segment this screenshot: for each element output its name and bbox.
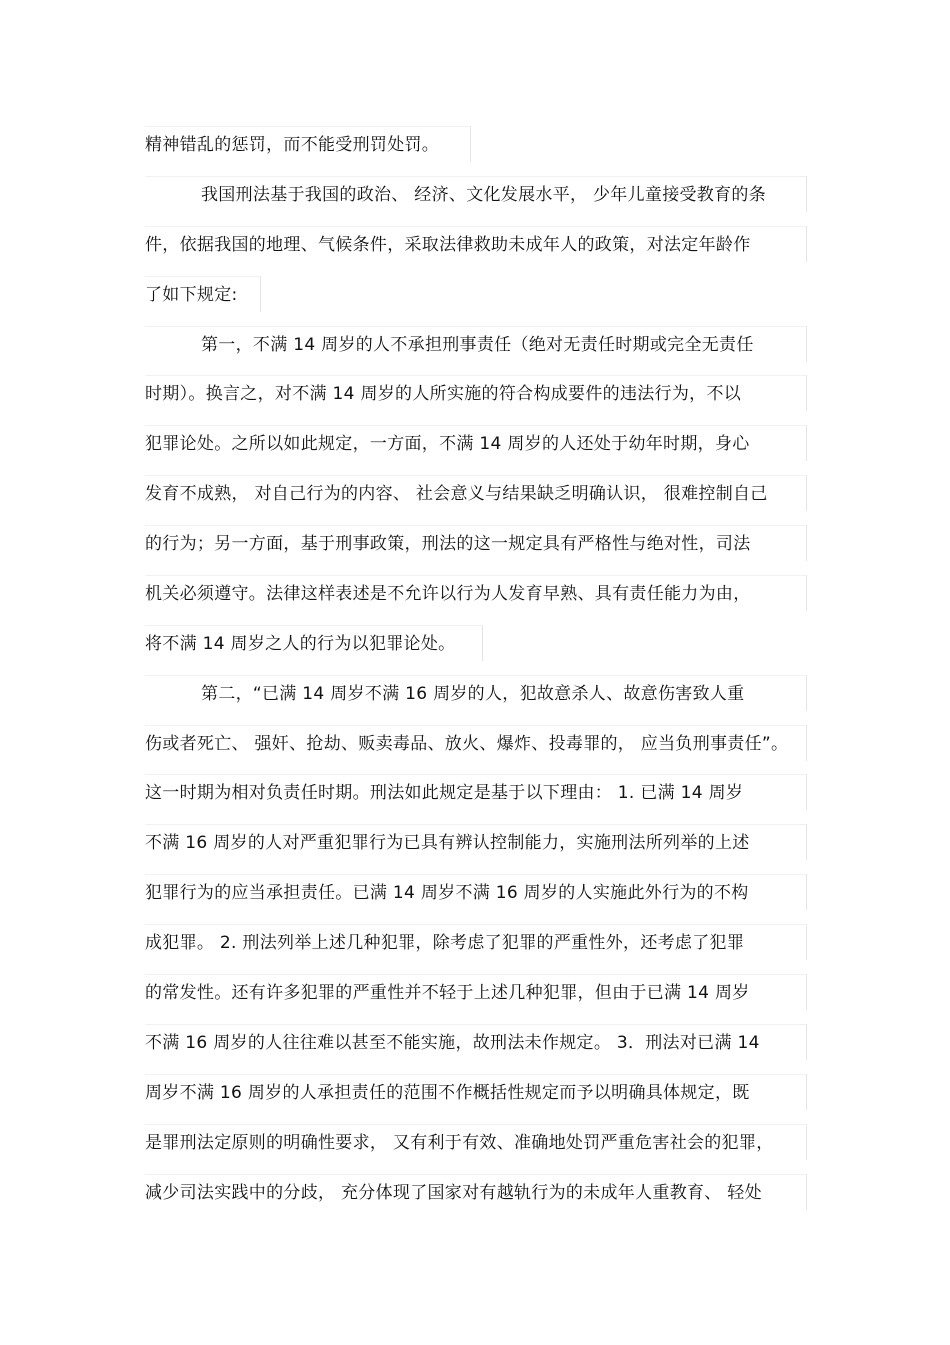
text-line: 时期）。换言之，对不满 14 周岁的人所实施的符合构成要件的违法行为，不以 <box>145 375 807 411</box>
text-line: 我国刑法基于我国的政治、 经济、文化发展水平， 少年儿童接受教育的条 <box>145 176 807 212</box>
text-line: 是罪刑法定原则的明确性要求， 又有利于有效、准确地处罚严重危害社会的犯罪， <box>145 1124 807 1160</box>
text-line: 了如下规定: <box>145 276 261 312</box>
text-line: 周岁不满 16 周岁的人承担责任的范围不作概括性规定而予以明确具体规定，既 <box>145 1074 807 1110</box>
text-line: 减少司法实践中的分歧， 充分体现了国家对有越轨行为的未成年人重教育、 轻处 <box>145 1174 807 1210</box>
text-line: 精神错乱的惩罚，而不能受刑罚处罚。 <box>145 126 471 162</box>
text-line: 伤或者死亡、 强奸、抢劫、贩卖毒品、放火、爆炸、投毒罪的， 应当负刑事责任”。 <box>145 725 807 761</box>
text-line: 发育不成熟， 对自己行为的内容、 社会意义与结果缺乏明确认识， 很难控制自己 <box>145 475 807 511</box>
text-line: 第二，“已满 14 周岁不满 16 周岁的人，犯故意杀人、故意伤害致人重 <box>145 675 807 711</box>
text-line: 的常发性。还有许多犯罪的严重性并不轻于上述几种犯罪，但由于已满 14 周岁 <box>145 974 807 1010</box>
text-line: 这一时期为相对负责任时期。刑法如此规定是基于以下理由： 1. 已满 14 周岁 <box>145 774 807 810</box>
text-line: 的行为；另一方面，基于刑事政策，刑法的这一规定具有严格性与绝对性，司法 <box>145 525 807 561</box>
text-line: 不满 16 周岁的人对严重犯罪行为已具有辨认控制能力，实施刑法所列举的上述 <box>145 824 807 860</box>
text-line: 成犯罪。 2. 刑法列举上述几种犯罪，除考虑了犯罪的严重性外，还考虑了犯罪 <box>145 924 807 960</box>
text-line: 犯罪论处。之所以如此规定，一方面，不满 14 周岁的人还处于幼年时期，身心 <box>145 425 807 461</box>
text-line: 犯罪行为的应当承担责任。已满 14 周岁不满 16 周岁的人实施此外行为的不构 <box>145 874 807 910</box>
text-line: 将不满 14 周岁之人的行为以犯罪论处。 <box>145 625 483 661</box>
text-line: 机关必须遵守。法律这样表述是不允许以行为人发育早熟、具有责任能力为由， <box>145 575 807 611</box>
text-line: 第一，不满 14 周岁的人不承担刑事责任（绝对无责任时期或完全无责任 <box>145 326 807 362</box>
text-line: 件，依据我国的地理、气候条件，采取法律救助未成年人的政策，对法定年龄作 <box>145 226 807 262</box>
text-line: 不满 16 周岁的人往往难以甚至不能实施，故刑法未作规定。 3．刑法对已满 14 <box>145 1024 807 1060</box>
